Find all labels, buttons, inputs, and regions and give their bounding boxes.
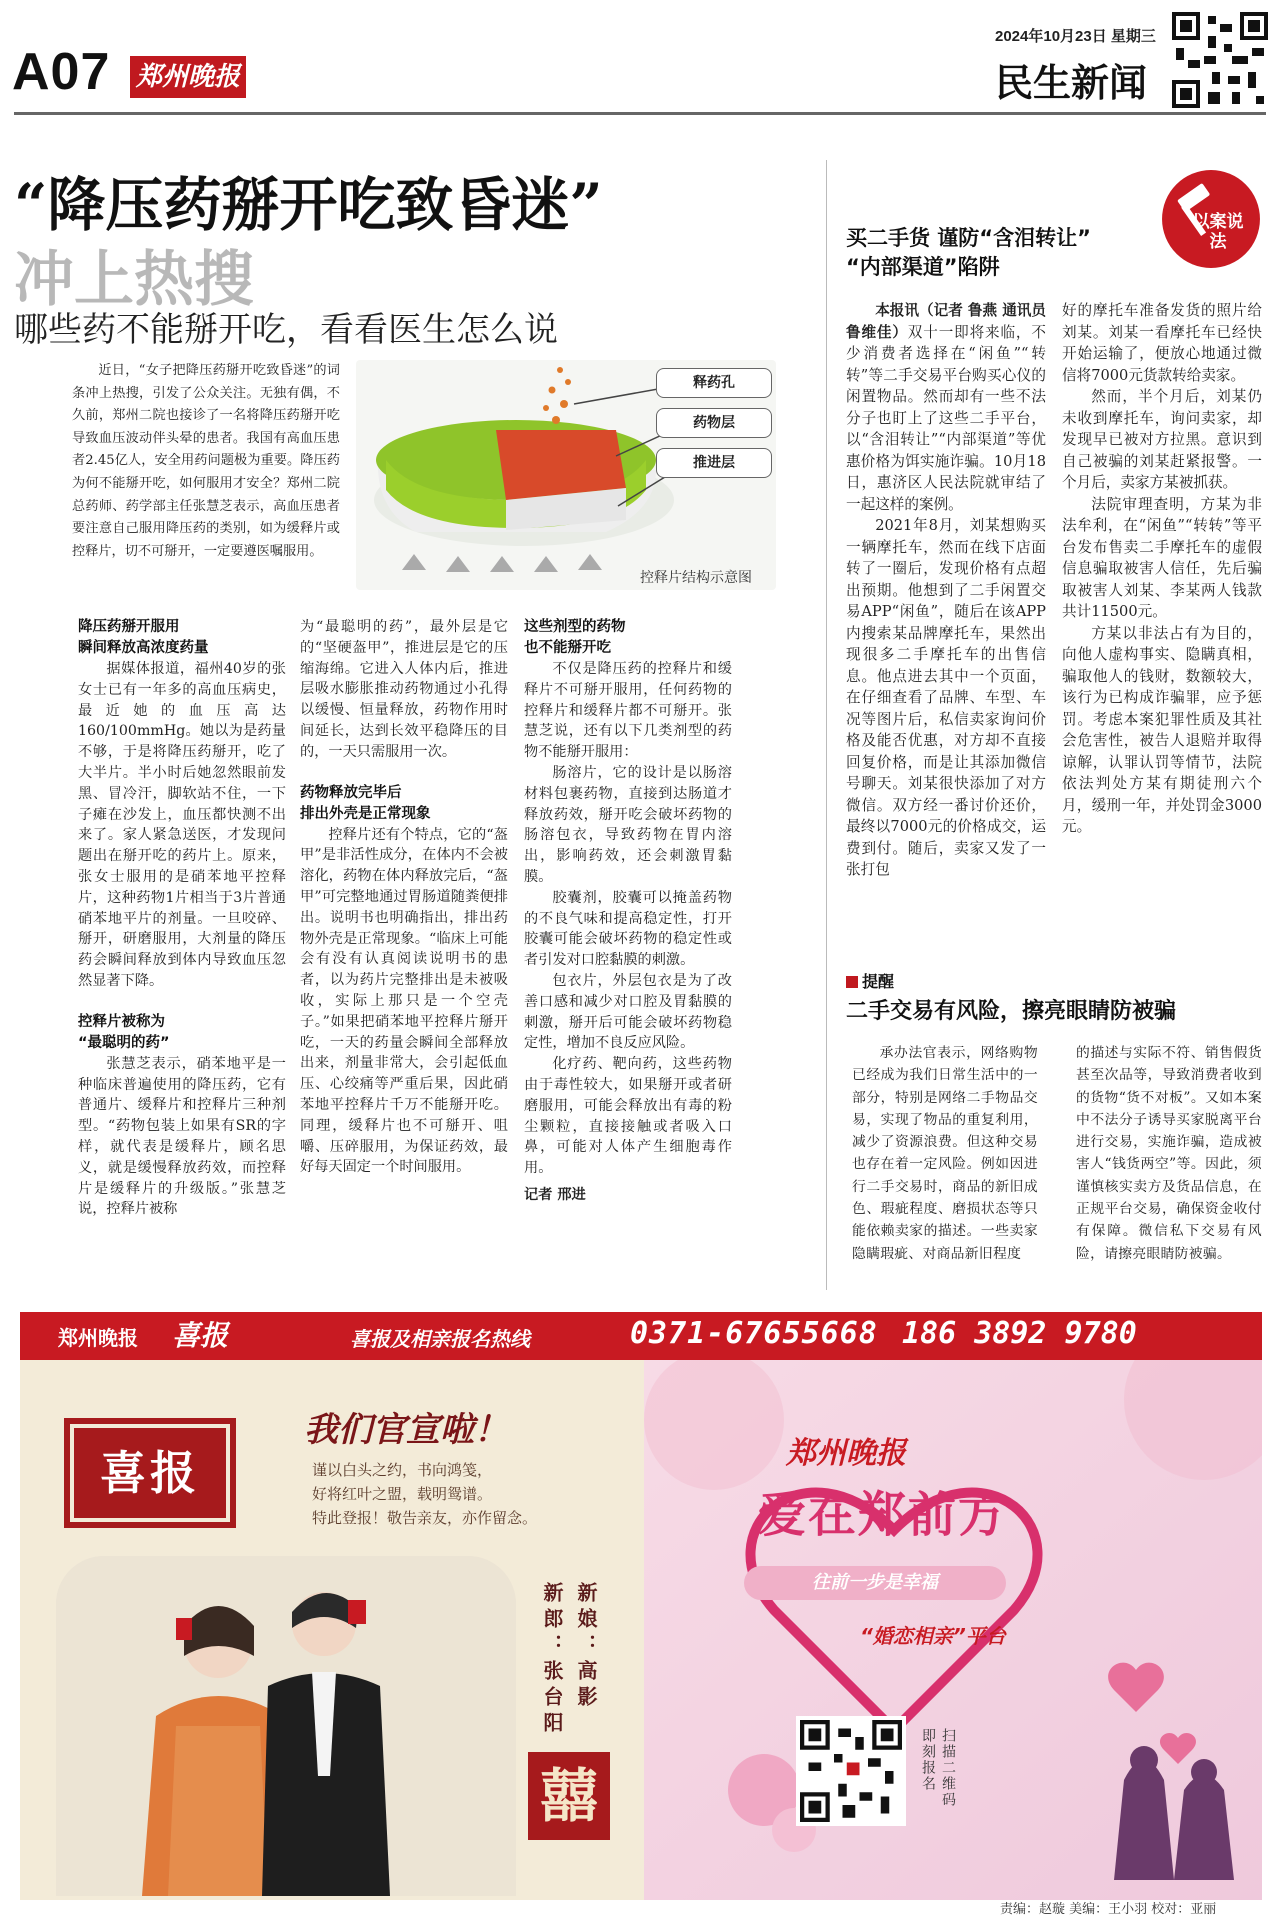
paragraph: 为“最聪明的药”，最外层是它的“坚硬盔甲”，推进层是它的压缩海绵。它进入人体内后，推进层吸水膨胀推动药物通过小孔得以缓慢、恒量释放，药物作用时间延长，达到长效平稳降压的目的，一天只需服用一次。	[300, 619, 508, 760]
red-square-icon	[846, 976, 858, 988]
ad-phone-mobile[interactable]: 186 3892 9780	[902, 1316, 1137, 1351]
paragraph: 好的摩托车准备发货的照片给刘某。刘某一看摩托车已经快开始运输了，便放心地通过微信将7000元货款转给卖家。	[1062, 302, 1262, 384]
announcement-title: 我们官宣啦！	[304, 1410, 508, 1450]
right-headline-line1: 买二手货 谨防“含泪转让”	[846, 226, 1091, 250]
qr-code-icon[interactable]	[1172, 12, 1268, 108]
paragraph: 双十一即将来临，不少消费者选择在“闲鱼”“转转”等二手交易平台购买心仪的闲置物品。然而却有一些不法分子也盯上了这些二手平台，以“含泪转让”“内部渠道”等优惠价格为饵实施诈骗。10月18日，惠济区人民法院就审结了一起这样的案例。	[846, 323, 1046, 513]
paragraph: 法院审理查明，方某为非法牟利，在“闲鱼”“转转”等平台发布售卖二手摩托车的虚假信息骗取被害人信任，先后骗取被害人刘某、李某两人钱款共计11500元。	[1062, 495, 1262, 620]
subhead-4b: 也不能掰开吃	[524, 640, 611, 656]
paragraph: 2021年8月，刘某想购买一辆摩托车，然而在线下店面转了一圈后，发现价格有点超出预期。他想到了二手闲置交易APP“闲鱼”，随后在该APP内搜索某品牌摩托车，果然出现很多二手摩托车的出售信息。他点进去其中一个页面，在仔细查看了品牌、车型、车况等图片后，私信卖家询问价格及能否优惠，对方却不直接回复价格，而是让其添加微信号聊天。刘某很快添加了对方微信。双方经一番讨价还价，最终以7000元的价格成交，运费到付。随后，卖家又发了一张打包	[846, 517, 1046, 878]
subhead-2b: “最聪明的药”	[78, 1034, 170, 1051]
matchmaking-title: 爱在郑前方	[758, 1487, 1009, 1543]
right-column-1	[846, 300, 1046, 881]
paragraph: 张慧芝表示，硝苯地平是一种临床普遍使用的降压药，它有普通片、缓释片和控释片三种剂型。“药物包装上如果有SR的字样，就代表是缓释片，顾名思义，就是缓慢释放药效，而控释片是缓释片的升级版。”张慧芝说，控释片被称	[78, 1055, 286, 1218]
dateline: 本报讯（记者 鲁燕 通讯员 鲁维佳）	[846, 302, 1046, 341]
label-release-hole: 释药孔	[656, 368, 772, 398]
subhead-3a: 药物释放完毕后	[300, 784, 402, 801]
matchmaking-logo: 郑州晚报	[786, 1436, 906, 1471]
matchmaking-platform: “婚恋相亲”平台	[860, 1624, 1006, 1648]
groom-name: 新郎：张台阳	[540, 1582, 564, 1738]
right-headline-line2: “内部渠道”陷阱	[846, 255, 1000, 279]
double-happiness-seal: 囍	[528, 1752, 610, 1840]
paragraph: 化疗药、靶向药，这些药物由于毒性较大，如果掰开或者研磨服用，可能会释放出有毒的粉尘颗粒，直接接触或者吸入口鼻，可能对人体产生细胞毒作用。	[524, 1056, 732, 1177]
reminder-headline: 二手交易有风险，擦亮眼睛防被骗	[846, 999, 1177, 1024]
reminder-tag: 提醒	[846, 969, 894, 992]
article-lead: 近日，“女子把降压药掰开吃致昏迷”的词条冲上热搜，引发了公众关注。无独有偶，不久前，郑州二院也接诊了一名将降压药掰开吃导致血压波动伴头晕的患者。我国有高血压患者2.45亿人，安全用药问题极为重要。降压药为何不能掰开吃，如何服用才安全？郑州二院总药师、药学部主任张慧芝表示，高血压患者要注意自己服用降压药的类别，如为缓释片或控释片，切不可掰开，一定要遵医嘱服用。	[72, 363, 340, 559]
couple-photo	[56, 1556, 516, 1896]
subhead-4a: 这些剂型的药物	[524, 619, 626, 635]
right-column-2	[1062, 300, 1262, 838]
byline: 记者 邢进	[524, 1186, 586, 1203]
label-push-layer: 推进层	[656, 448, 772, 478]
issue-date: 2024年10月23日 星期三	[995, 28, 1156, 45]
couple-illustration	[56, 1556, 516, 1896]
subhead-2a: 控释片被称为	[78, 1013, 165, 1030]
subhead-1b: 瞬间释放高浓度药量	[78, 640, 209, 656]
header-rule	[14, 112, 1266, 115]
section-title: 民生新闻	[995, 61, 1148, 105]
editor-credits: 责编：赵璇 美编：王小羽 校对：亚丽	[1000, 1902, 1217, 1917]
stamp-label: 以案说法	[1192, 212, 1244, 252]
main-headline: “降压药掰开吃致昏迷”	[14, 171, 603, 239]
right-headline	[846, 224, 1091, 282]
paragraph: 肠溶片，它的设计是以肠溶材料包裹药物，直接到达肠道才释放药效，掰开吃会破坏药物的肠溶包衣，导致药物在胃内溶出，影响药效，还会刺激胃黏膜。	[524, 764, 732, 885]
figure-caption: 控释片结构示意图	[640, 570, 752, 586]
label-drug-layer: 药物层	[656, 408, 772, 438]
scan-instruction-2: 即刻报名	[920, 1728, 936, 1792]
ad-hotline-label: 喜报及相亲报名热线	[350, 1327, 530, 1351]
main-column-3	[524, 617, 732, 1206]
main-subheadline: 哪些药不能掰开吃，看看医生怎么说	[14, 310, 558, 350]
paragraph: 然而，半个月后，刘某仍未收到摩托车，询问卖家，却发现早已被对方拉黑。意识到自己被骗的刘某赶紧报警。一个月后，卖家方某被抓获。	[1062, 388, 1262, 491]
paragraph: 控释片还有个特点，它的“盔甲”是非活性成分，在体内不会被溶化，药物在体内释放完后，“盔甲”可完整地通过胃肠道随粪便排出。说明书也明确指出，排出药物外壳是正常现象。“临床上可能会有没有认真阅读说明书的患者，以为药片完整排出是未被吸收，实际上那只是一个空壳子。”如果把硝苯地平控释片掰开吃，一天的药量会瞬间全部释放出来，剂量非常大，会引起低血压、心绞痛等严重后果，因此硝苯地平控释片千万不能掰开吃。同理，缓释片也不可掰开、咀嚼、压碎服用，为保证药效，最好每天固定一个时间服用。	[300, 826, 508, 1176]
ad-phone-landline[interactable]: 0371-67655668	[630, 1316, 878, 1351]
announcement-text: 谨以白头之约，书向鸿笺， 好将红叶之盟，载明鸳谱。 特此登报！敬告亲友，亦作留念。	[312, 1461, 538, 1527]
page-header	[0, 0, 1280, 118]
paragraph: 的描述与实际不符、销售假货甚至次品等，导致消费者收到的货物“货不对板”。又如本案中不法分子诱导买家脱离平台进行交易，实施诈骗，造成被害人“钱货两空”等。因此，须谨慎核实卖方及货品信息，在正规平台交易，确保资金收付有保障。微信私下交易有风险，请擦亮眼睛防被骗。	[1076, 1045, 1262, 1262]
paragraph: 承办法官表示，网络购物已经成为我们日常生活中的一部分，特别是网络二手物品交易，实现了物品的重复利用，减少了资源浪费。但这种交易也存在着一定风险。例如因进行二手交易时，商品的新旧成色、瑕疵程度、磨损状态等只能依赖卖家的描述。一些卖家隐瞒瑕疵、对商品新旧程度	[852, 1045, 1038, 1262]
reminder-column-2	[1076, 1042, 1262, 1265]
controlled-release-tablet-figure	[356, 360, 776, 590]
paragraph: 据媒体报道，福州40岁的张女士已有一年多的高血压病史，最近她的血压高达160/100mmHg。她以为是药量不够，于是将降压药掰开，吃了大半片。半小时后她忽然眼前发黑、冒冷汗，脚软站不住，一下子瘫在沙发上，血压都快测不出来了。家人紧急送医，才发现问题出在掰开吃的药片上。原来，张女士服用的是硝苯地平控释片，这种药物1片相当于3片普通硝苯地平片的剂量。一旦咬碎、掰开，研磨服用，大剂量的降压药会瞬间释放到体内导致血压忽然显著下降。	[78, 661, 286, 989]
ad-brand: 郑州晚报	[58, 1326, 138, 1350]
column-divider	[826, 160, 827, 1290]
bride-name: 新娘：高影	[574, 1582, 598, 1712]
paper-logo: 郑州晚报	[130, 56, 246, 98]
paragraph: 方某以非法占有为目的，向他人虚构事实、隐瞒真相，骗取他人的钱财，数额较大，该行为已构成诈骗罪，应予惩罚。考虑本案犯罪性质及其社会危害性，被告人退赔并取得谅解，认罪认罚等情节，法院依法判处方某有期徒刑六个月，缓刑一年，并处罚金3000元。	[1062, 624, 1262, 835]
reminder-column-1	[852, 1042, 1038, 1265]
main-column-2	[300, 617, 508, 1178]
subhead-3b: 排出外壳是正常现象	[300, 805, 431, 822]
matchmaking-tagline: 往前一步是幸福	[744, 1566, 1006, 1600]
signup-qr-code-icon[interactable]	[796, 1716, 906, 1826]
ad-brand-sub: 喜报	[172, 1319, 229, 1352]
paragraph: 不仅是降压药的控释片和缓释片不可掰开服用，任何药物的控释片和缓释片都不可掰开。张慧芝说，还有以下几类剂型的药物不能掰开服用：	[524, 661, 732, 761]
scan-instruction: 扫描二维码	[940, 1728, 956, 1808]
paragraph: 包衣片，外层包衣是为了改善口感和减少对口腔及胃黏膜的刺激，掰开后可能会破坏药物稳定性，增加不良反应风险。	[524, 972, 732, 1052]
main-column-1	[78, 617, 286, 1220]
xibao-title: 喜报	[74, 1428, 226, 1518]
page-number: A07	[12, 43, 111, 101]
subhead-1a: 降压药掰开服用	[78, 619, 180, 635]
paragraph: 胶囊剂，胶囊可以掩盖药物的不良气味和提高稳定性，打开胶囊可能会破坏药物的稳定性或者引发对口腔黏膜的刺激。	[524, 889, 732, 969]
main-headline-line2: 冲上热搜	[14, 245, 254, 315]
